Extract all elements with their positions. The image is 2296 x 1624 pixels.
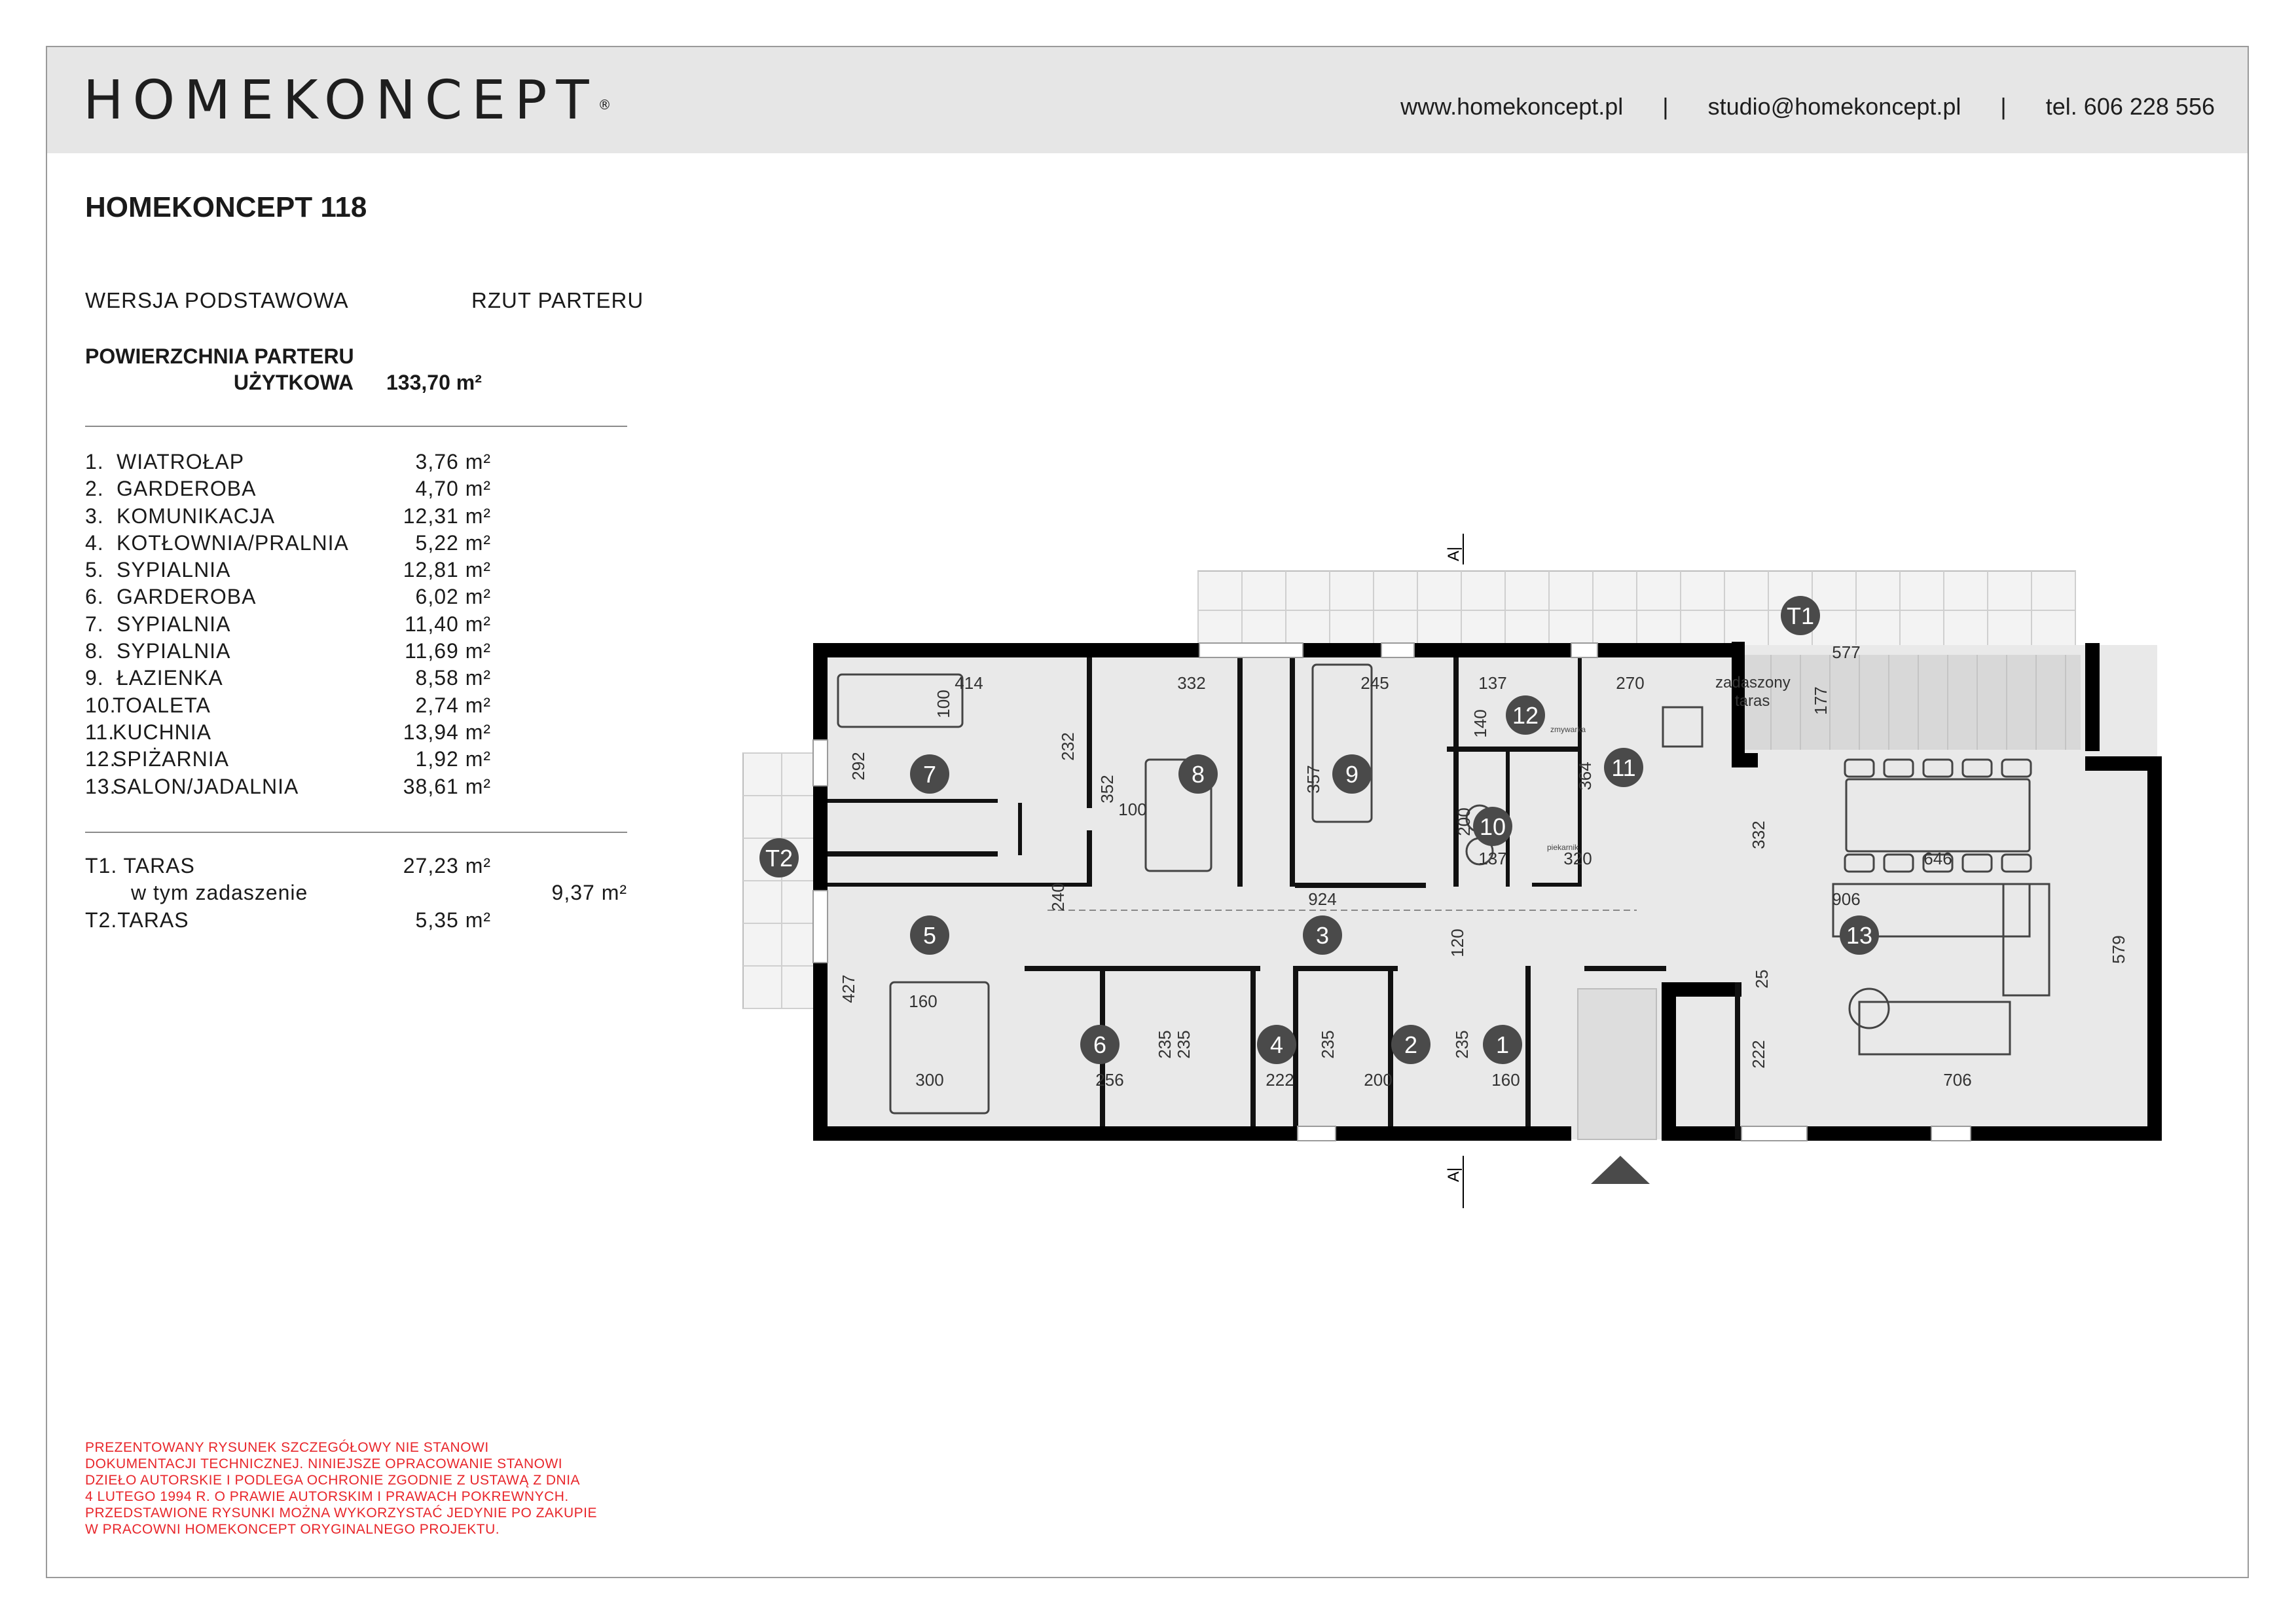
dimension-label: 352 <box>1097 775 1117 803</box>
area-label-2: UŻYTKOWA <box>233 371 354 394</box>
dimension-label: 222 <box>1266 1070 1294 1090</box>
dimension-label: 427 <box>839 974 858 1003</box>
list-item: 8. SYPIALNIA 11,69 m² <box>85 639 491 663</box>
dimension-label: 235 <box>1155 1030 1175 1059</box>
version-label: WERSJA PODSTAWOWA <box>85 288 349 312</box>
terrace-t2 <box>743 753 820 1008</box>
dimension-label: 270 <box>1616 673 1645 693</box>
terrace-label: taras <box>1735 692 1770 710</box>
list-item: 7. SYPIALNIA 11,40 m² <box>85 612 491 636</box>
dimension-label: 235 <box>1452 1030 1472 1059</box>
room-badge-4 <box>1257 1025 1296 1064</box>
phone-link[interactable]: tel. 606 228 556 <box>2045 93 2215 120</box>
homekoncept-logo[interactable]: HOMEKONCEPT® <box>83 69 611 132</box>
disclaimer-line: PREZENTOWANY RYSUNEK SZCZEGÓŁOWY NIE STANOWI <box>85 1440 489 1455</box>
room-badge-7 <box>910 754 949 794</box>
separator: | <box>2000 93 2007 120</box>
disclaimer-line: DZIEŁO AUTORSKIE I PODLEGA OCHRONIE ZGODNIE Z USTAWĄ Z DNIA <box>85 1473 581 1488</box>
room-badge-13 <box>1840 915 1879 955</box>
terrace-label: zadaszony <box>1715 674 1791 692</box>
dimension-label: 200 <box>1364 1070 1393 1090</box>
room-badge-label: 4 <box>1269 1031 1284 1058</box>
list-item: 5. SYPIALNIA 12,81 m² <box>85 558 491 582</box>
room-badge-t1 <box>1781 596 1820 635</box>
room-badge-8 <box>1178 754 1218 794</box>
list-item: 9. ŁAZIENKA 8,58 m² <box>85 666 491 690</box>
floor-plan <box>733 524 2174 1218</box>
room-badge-5 <box>910 915 949 955</box>
dimension-label: 137 <box>1478 849 1507 868</box>
room-badge-label: 6 <box>1093 1031 1107 1058</box>
entrance-steps <box>1578 989 1656 1139</box>
disclaimer-line: 4 LUTEGO 1994 R. O PRAWIE AUTORSKIM I PRAWACH POKREWNYCH. <box>85 1489 569 1504</box>
room-badge-2 <box>1391 1025 1430 1064</box>
dimension-label: 160 <box>909 991 938 1011</box>
list-item: 4. KOTŁOWNIA/PRALNIA 5,22 m² <box>85 530 491 555</box>
project-title: HOMEKONCEPT 118 <box>85 191 367 223</box>
room-list <box>85 449 491 800</box>
room-badge-label: 11 <box>1611 754 1636 781</box>
list-item: 13. SALON/JADALNIA 38,61 m² <box>85 774 491 798</box>
dimension-label: 646 <box>1923 849 1952 868</box>
entrance-arrow-icon <box>1591 1156 1650 1184</box>
list-item: 12. SPIŻARNIA 1,92 m² <box>85 747 491 771</box>
section-mark: A| <box>1445 546 1463 561</box>
list-item: 6. GARDEROBA 6,02 m² <box>85 585 491 609</box>
room-badge-label: 8 <box>1191 761 1205 788</box>
dimension-label: 332 <box>1749 821 1768 849</box>
disclaimer-text <box>85 1439 648 1538</box>
dimension-label: 706 <box>1943 1070 1972 1090</box>
dimension-label: 222 <box>1749 1040 1768 1069</box>
list-item: 2. GARDEROBA 4,70 m² <box>85 477 491 501</box>
dimension-label: 924 <box>1308 889 1337 909</box>
room-badge-3 <box>1303 915 1342 955</box>
room-badge-6 <box>1080 1025 1120 1064</box>
room-badge-label: 7 <box>922 761 937 788</box>
dimension-label: 320 <box>1563 849 1592 868</box>
divider <box>85 426 627 427</box>
list-item: T2.TARAS 5,35 m² <box>85 908 491 932</box>
list-item: w tym zadaszenie 9,37 m² <box>131 881 627 905</box>
dimension-label: 140 <box>1470 709 1490 738</box>
room-badge-label: T1 <box>1786 602 1815 629</box>
dimension-label: 177 <box>1811 686 1831 715</box>
room-badge-label: 3 <box>1315 922 1330 949</box>
room-badge-1 <box>1483 1025 1522 1064</box>
header-bar <box>47 47 2248 153</box>
disclaimer-line: PRZEDSTAWIONE RYSUNKI MOŻNA WYKORZYSTAĆ JEDYNIE PO ZAKUPIE <box>85 1505 597 1521</box>
covered-terrace <box>1740 655 2081 750</box>
dimension-label: 357 <box>1303 765 1323 794</box>
room-badge-label: 12 <box>1512 702 1539 729</box>
separator: | <box>1662 93 1669 120</box>
list-item: 11. KUCHNIA 13,94 m² <box>85 720 491 744</box>
dimension-label: 25 <box>1752 969 1772 989</box>
dimension-label: 579 <box>2109 935 2128 964</box>
appliance-label: piekarnik <box>1547 843 1579 852</box>
list-item: 10. TOALETA 2,74 m² <box>85 693 491 717</box>
room-badge-label: 9 <box>1345 761 1359 788</box>
view-label: RZUT PARTERU <box>471 288 644 312</box>
dimension-label: 120 <box>1448 929 1467 957</box>
terrace-t1 <box>1198 571 2075 650</box>
area-value: 133,70 m² <box>386 371 482 394</box>
room-badge-label: 2 <box>1404 1031 1418 1058</box>
terrace-list <box>85 853 627 934</box>
disclaimer-line: DOKUMENTACJI TECHNICZNEJ. NINIEJSZE OPRACOWANIE STANOWI <box>85 1456 563 1471</box>
room-badge-10 <box>1473 807 1512 846</box>
list-item: 1. WIATROŁAP 3,76 m² <box>85 450 491 473</box>
room-badge-11 <box>1604 748 1643 787</box>
dimension-label: 906 <box>1832 889 1861 909</box>
dimension-label: 292 <box>848 752 868 781</box>
dimension-label: 235 <box>1174 1030 1194 1059</box>
room-badge-label: 13 <box>1846 922 1873 949</box>
room-badge-t2 <box>759 838 799 877</box>
dimension-label: 256 <box>1095 1070 1124 1090</box>
disclaimer-line: W PRACOWNI HOMEKONCEPT ORYGINALNEGO PROJEKTU. <box>85 1522 500 1537</box>
dimension-label: 414 <box>955 673 983 693</box>
dimension-label: 300 <box>915 1070 944 1090</box>
divider <box>85 832 627 833</box>
room-badge-12 <box>1506 695 1545 735</box>
room-badge-label: T2 <box>765 845 793 872</box>
dimension-label: 232 <box>1058 732 1078 761</box>
email-link[interactable]: studio@homekoncept.pl <box>1707 93 1961 120</box>
dimension-label: 240 <box>1048 883 1068 912</box>
contact-info <box>1400 93 2215 120</box>
room-badge-9 <box>1332 754 1372 794</box>
dimension-label: 235 <box>1318 1030 1338 1059</box>
dimension-label: 332 <box>1177 673 1206 693</box>
area-label: POWIERZCHNIA PARTERU <box>85 344 354 368</box>
dimension-label: 200 <box>1454 807 1474 836</box>
dimension-label: 100 <box>1118 800 1147 819</box>
dimension-label: 137 <box>1478 673 1507 693</box>
section-mark: A| <box>1445 1167 1463 1182</box>
room-badge-label: 1 <box>1495 1031 1510 1058</box>
room-badge-label: 5 <box>922 922 937 949</box>
dimension-label: 577 <box>1832 642 1861 662</box>
appliance-label: zmywarka <box>1550 725 1586 734</box>
dimension-label: 245 <box>1360 673 1389 693</box>
dimension-label: 364 <box>1575 762 1595 790</box>
dimension-label: 100 <box>934 690 953 718</box>
list-item: T1. TARAS 27,23 m² <box>85 854 491 877</box>
website-link[interactable]: www.homekoncept.pl <box>1400 93 1624 120</box>
dimension-label: 160 <box>1491 1070 1520 1090</box>
list-item: 3. KOMUNIKACJA 12,31 m² <box>85 504 491 528</box>
room-badge-label: 10 <box>1479 813 1506 840</box>
